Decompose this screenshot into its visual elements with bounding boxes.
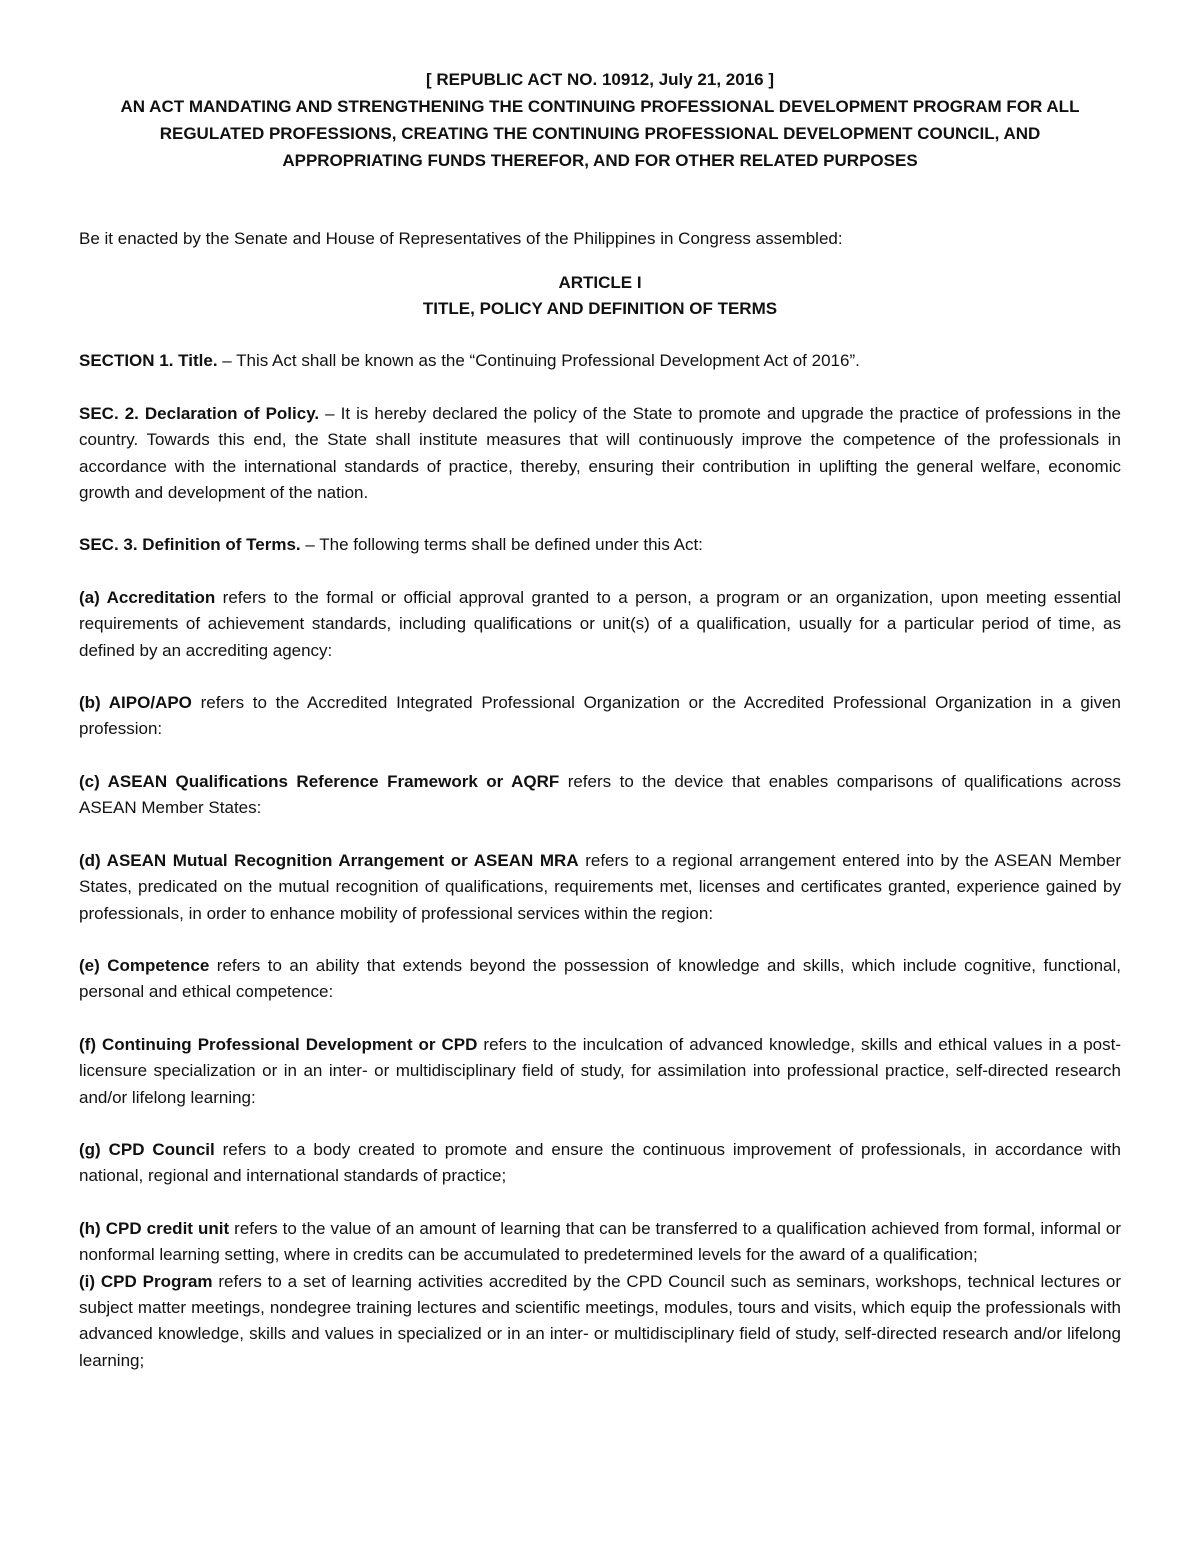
definition-term: (g) CPD Council <box>79 1139 215 1159</box>
definition-text: refers to an ability that extends beyond the possession of knowledge and skills, which include cognitive, functional, personal and ethical competence: <box>79 955 1121 1002</box>
definition-term: (a) Accreditation <box>79 587 216 607</box>
act-title-line-2: REGULATED PROFESSIONS, CREATING THE CONTINUING PROFESSIONAL DEVELOPMENT COUNCIL, AND <box>159 124 1041 143</box>
definition-text: refers to the device that enables comparisons of qualifications across ASEAN Member States: <box>79 771 1121 818</box>
article-title: TITLE, POLICY AND DEFINITION OF TERMS <box>422 299 778 319</box>
section-1 <box>79 348 1121 374</box>
definition-g <box>79 1137 1121 1190</box>
definition-term: (h) CPD credit unit <box>79 1218 230 1238</box>
definition-a <box>79 585 1121 664</box>
definition-term: (i) CPD Program <box>79 1271 213 1291</box>
definition-text: refers to a set of learning activities accredited by the CPD Council such as seminars, workshops, technical lectures or subject matter meetings, nondegree training lectures and scientific meetings, modules, tours and visits, which equip the professionals with advanced knowledge, skills and values in specialized or in an inter- or multidisciplinary field of study, self-directed research and/or lifelong learning; <box>79 1271 1121 1370</box>
act-number-line: [ REPUBLIC ACT NO. 10912, July 21, 2016 ] <box>426 70 774 89</box>
act-title-line-3: APPROPRIATING FUNDS THEREFOR, AND FOR OTHER RELATED PURPOSES <box>282 151 918 170</box>
definition-term: (f) Continuing Professional Development or CPD <box>79 1034 478 1054</box>
definition-b <box>79 690 1121 743</box>
section-3 <box>79 532 1121 558</box>
enacting-clause: Be it enacted by the Senate and House of Representatives of the Philippines in Congress assembled: <box>79 229 843 248</box>
section-heading: SECTION 1. Title. <box>79 351 218 371</box>
definition-h <box>79 1216 1121 1269</box>
definition-term: (b) AIPO/APO <box>79 693 192 713</box>
section-heading: SEC. 3. Definition of Terms. <box>79 535 301 555</box>
definition-term: (c) ASEAN Qualifications Reference Framework or AQRF <box>79 771 560 791</box>
definition-d <box>79 848 1121 927</box>
section-text: – It is hereby declared the policy of the State to promote and upgrade the practice of professions in the country. Towards this end, the State shall institute measures that will continuously improve the competence of the professionals in accordance with the international standards of practice, thereby, ensuring their contribution in uplifting the general welfare, economic growth and development of the nation. <box>79 403 1121 503</box>
section-text: – The following terms shall be defined under this Act: <box>300 535 703 555</box>
definition-e <box>79 953 1121 1006</box>
definition-term: (d) ASEAN Mutual Recognition Arrangement or ASEAN MRA <box>79 850 579 870</box>
article-number: ARTICLE I <box>558 273 642 293</box>
definition-text: refers to the value of an amount of learning that can be transferred to a qualification achieved from formal, informal or nonformal learning setting, where in credits can be accumulated to predetermined levels for the award of a qualification; <box>79 1218 1121 1265</box>
definition-text: refers to the inculcation of advanced knowledge, skills and ethical values in a post-licensure specialization or in an inter- or multidisciplinary field of study, for assimilation into professional practice, self-directed research and/or lifelong learning: <box>79 1034 1121 1107</box>
definition-i <box>79 1269 1121 1375</box>
definition-text: refers to a regional arrangement entered into by the ASEAN Member States, predicated on the mutual recognition of qualifications, requirements met, licenses and certificates granted, experience gained by professionals, in order to enhance mobility of professional services within the region: <box>79 850 1121 923</box>
definition-c <box>79 769 1121 822</box>
definition-text: refers to a body created to promote and ensure the continuous improvement of professionals, in accordance with national, regional and international standards of practice; <box>79 1139 1121 1186</box>
definition-f <box>79 1032 1121 1111</box>
definition-term: (e) Competence <box>79 955 210 975</box>
definition-text: refers to the Accredited Integrated Professional Organization or the Accredited Professional Organization in a given profession: <box>79 693 1121 739</box>
section-2 <box>79 401 1121 507</box>
section-heading: SEC. 2. Declaration of Policy. <box>79 403 320 423</box>
act-title-line-1: AN ACT MANDATING AND STRENGTHENING THE CONTINUING PROFESSIONAL DEVELOPMENT PROGRAM FOR ALL <box>120 97 1080 116</box>
section-text: – This Act shall be known as the “Continuing Professional Development Act of 2016”. <box>217 351 860 371</box>
article-heading <box>79 270 1121 322</box>
document-page <box>79 66 1121 1374</box>
definition-text: refers to the formal or official approval granted to a person, a program or an organization, upon meeting essential requirements of achievement standards, including qualifications or unit(s) of a qualification, usually for a particular period of time, as defined by an accrediting agency: <box>79 587 1121 660</box>
document-header <box>79 66 1121 174</box>
